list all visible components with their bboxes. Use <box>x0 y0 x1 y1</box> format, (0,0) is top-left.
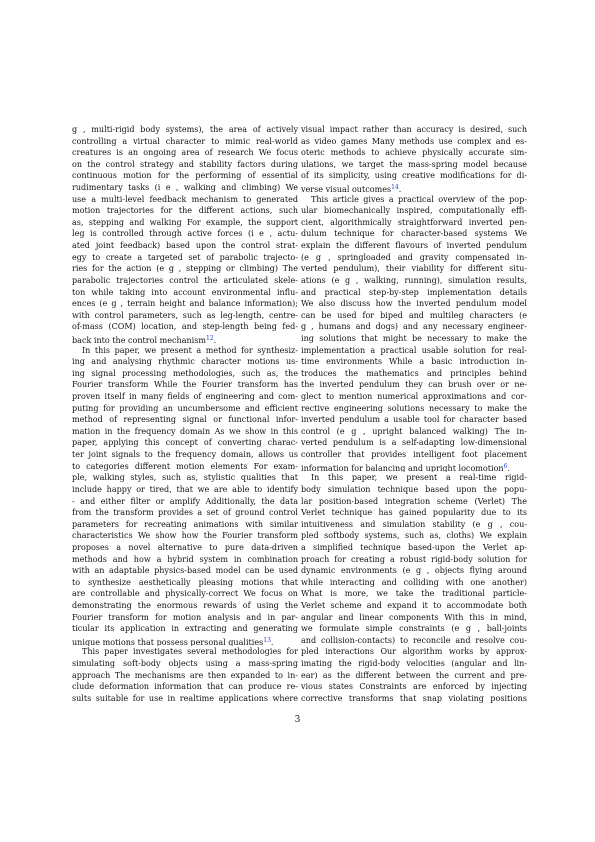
line-text: motion trajectories for the different actions, such <box>72 206 298 216</box>
line-text: and collision-contacts) to reconcile and resolve cou- <box>301 635 527 645</box>
line-text: of its simplicity, using creative modifications for di- <box>301 171 527 181</box>
text-line <box>301 530 527 542</box>
text-line <box>301 333 527 345</box>
text-line <box>72 612 298 624</box>
line-text: intuitiveness and simulation stability (e g , cou- <box>301 519 527 529</box>
line-text: we formulate simple constraints (e g , ball-joints <box>301 624 527 634</box>
text-line <box>301 170 527 182</box>
line-text: ter joint signals to the frequency domain, allows us <box>72 450 298 460</box>
line-text: This paper investigates several methodologies for <box>82 647 298 657</box>
line-text: lar position-based integration scheme (Verlet) The <box>301 496 527 506</box>
text-line <box>301 124 527 136</box>
text-line <box>72 356 298 368</box>
line-text: leg is controlled through active forces (i e , actu- <box>72 229 298 239</box>
line-text: Fourier transform for motion analysis and in par- <box>72 612 298 622</box>
text-line <box>72 182 298 194</box>
text-line <box>301 554 527 566</box>
text-line <box>72 240 298 252</box>
line-text: of-mass (COM) location, and step-length being fed- <box>72 322 298 332</box>
line-text: This article gives a practical overview of the pop- <box>311 194 527 204</box>
text-line <box>301 205 527 217</box>
text-line <box>72 228 298 240</box>
text-line <box>301 496 527 508</box>
line-text: visual impact rather than accuracy is desired, such <box>301 125 527 134</box>
line-text: ing signal processing methodologies, such as, the <box>72 368 298 378</box>
text-line <box>301 263 527 275</box>
line-text: verse visual outcomes <box>301 185 392 194</box>
text-line <box>301 147 527 159</box>
line-text: ticular its application in extracting and generating <box>72 624 298 634</box>
line-text: ton while taking into account environmental influ- <box>72 287 298 297</box>
line-text: ple, walking styles, such as, stylistic qualities that <box>72 473 298 483</box>
text-line <box>301 414 527 426</box>
line-text: to categories different motion elements For exam- <box>72 461 298 471</box>
text-line <box>301 484 527 496</box>
line-text: g , humans and dogs) and any necessary engineer- <box>301 322 527 332</box>
text-line <box>301 356 527 368</box>
line-text: clude deformation information that can produce re- <box>72 682 298 692</box>
text-line <box>301 287 527 299</box>
page-number: 3 <box>294 715 301 725</box>
line-text: body simulation technique based upon the popu- <box>301 484 527 494</box>
line-text: controller that provides intelligent foot placement <box>301 450 527 460</box>
line-text: imating the rigid-body velocities (angular and lin- <box>301 659 527 669</box>
text-line <box>72 205 298 217</box>
line-text: as, stepping and walking For example, the support <box>72 217 298 227</box>
line-text: approach The mechanisms are then expanded to in- <box>72 670 298 680</box>
text-line <box>72 170 298 182</box>
text-line <box>301 658 527 670</box>
text-line <box>72 461 298 473</box>
line-text: puting for providing an uncumbersome and efficient <box>72 403 298 413</box>
line-text: proach for creating a robust rigid-body solution for <box>301 554 527 564</box>
line-text: from the transform provides a set of ground control <box>72 508 298 518</box>
text-line <box>301 623 527 635</box>
text-line <box>301 217 527 229</box>
line-text: controlling a virtual character to mimic real-world <box>72 136 298 146</box>
line-text: dynamic environments (e g , objects flying around <box>301 566 527 576</box>
text-line <box>301 646 527 658</box>
text-line <box>72 449 298 461</box>
text-line <box>72 693 298 705</box>
text-line <box>301 310 527 322</box>
line-text: egy to create a targeted set of parabolic trajecto- <box>72 252 298 262</box>
text-line <box>301 345 527 357</box>
text-line <box>72 403 298 415</box>
text-line <box>301 437 527 449</box>
text-line <box>72 530 298 542</box>
line-text: methods and how a hybrid system in combination <box>72 554 298 564</box>
text-line <box>301 194 527 206</box>
text-line <box>301 159 527 171</box>
text-line <box>72 287 298 299</box>
text-line <box>301 298 527 310</box>
line-text: g , multi-rigid body systems), the area of actively <box>72 125 298 134</box>
text-line <box>301 426 527 438</box>
line-text: ear) as the different between the current and pre- <box>301 670 527 680</box>
line-text: back into the control mechanism <box>72 335 207 345</box>
line-text: What is more, we take the traditional particle- <box>301 589 527 599</box>
text-line <box>72 252 298 264</box>
text-line <box>72 136 298 148</box>
left-text-column <box>72 124 298 704</box>
line-text: angular and linear components With this in mind, <box>301 612 527 622</box>
line-text: to synthesize aesthetically pleasing motions that <box>72 577 298 587</box>
line-text: characteristics We show how the Fourier transform <box>72 531 298 541</box>
text-line <box>72 437 298 449</box>
text-line <box>72 507 298 519</box>
text-line <box>72 600 298 612</box>
text-line <box>301 136 527 148</box>
text-line <box>301 472 527 484</box>
citation-link[interactable]: 6 <box>503 462 508 470</box>
line-text: (e g , springloaded and gravity compensated in- <box>301 252 527 262</box>
line-text: ing solutions that might be necessary to make the <box>301 333 527 343</box>
text-line <box>72 577 298 589</box>
text-line <box>72 658 298 670</box>
text-line <box>72 275 298 287</box>
line-text: We also discuss how the inverted pendulum model <box>301 299 527 309</box>
line-text: ulations, we target the mass-spring model because <box>301 159 527 169</box>
line-text: dulum technique for character-based systems We <box>301 229 527 239</box>
text-line <box>301 612 527 624</box>
text-line <box>72 635 298 647</box>
text-line <box>72 554 298 566</box>
line-text: parameters for recreating animations with similar <box>72 519 298 529</box>
text-line <box>72 681 298 693</box>
line-text: Fourier transform While the Fourier transform has <box>72 380 298 390</box>
line-text: corrective transforms that snap violating positions <box>301 693 527 703</box>
line-text: simulating soft-body objects using a mass-spring <box>72 659 298 669</box>
text-line <box>72 194 298 206</box>
line-text: information for balancing and upright locomotion <box>301 463 504 473</box>
line-text: explain the different flavours of inverted pendulum <box>301 241 527 251</box>
text-line <box>72 298 298 310</box>
line-text: Verlet technique has gained popularity due to its <box>301 508 527 518</box>
text-line <box>72 484 298 496</box>
line-text: proven itself in many fields of engineering and com- <box>72 392 298 402</box>
line-text: are controllable and physically-correct We focus on <box>72 589 298 599</box>
text-line <box>301 577 527 589</box>
text-line <box>72 623 298 635</box>
text-line <box>301 670 527 682</box>
line-text: oteric methods to achieve physically accurate sim- <box>301 148 527 158</box>
line-text: time environments While a basic introduction in- <box>301 357 527 367</box>
line-text: - and either filter or amplify Additionally, the data <box>72 496 298 506</box>
text-line <box>301 519 527 531</box>
line-text: mation in the frequency domain As we show in this <box>72 426 298 436</box>
text-line <box>72 124 298 136</box>
line-text: the inverted pendulum they can brush over or ne- <box>301 380 527 390</box>
text-line <box>301 693 527 705</box>
text-line <box>72 472 298 484</box>
text-line <box>72 565 298 577</box>
text-line <box>72 542 298 554</box>
citation-link[interactable]: 12 <box>206 334 214 342</box>
line-text: In this paper, we present a method for synthesiz- <box>82 345 298 355</box>
text-line <box>72 333 298 345</box>
text-line <box>72 414 298 426</box>
line-text: verted pendulum is a self-adapting low-dimensional <box>301 438 527 448</box>
citation-link[interactable]: 13 <box>263 636 271 644</box>
line-text: use a multi-level feedback mechanism to generated <box>72 194 298 204</box>
line-text: pled interactions Our algorithm works by approx- <box>301 647 527 657</box>
text-line <box>72 391 298 403</box>
line-punctuation: . <box>398 185 402 194</box>
line-text: method of representing signal or functional infor- <box>72 415 298 425</box>
line-text: Verlet scheme and expand it to accommodate both <box>301 600 527 610</box>
text-line <box>72 368 298 380</box>
line-punctuation: . <box>270 637 274 647</box>
line-text: rective engineering solutions necessary to make the <box>301 403 527 413</box>
line-punctuation: . <box>507 463 510 473</box>
text-line <box>301 681 527 693</box>
line-text: a simplified technique based-upon the Verlet ap- <box>301 542 527 552</box>
text-line <box>72 159 298 171</box>
line-text: ing and analysing rhythmic character motions us- <box>72 357 298 367</box>
line-text: In this paper, we present a real-time rigid- <box>311 473 527 483</box>
line-text: while interacting and colliding with one another) <box>301 577 527 587</box>
text-line <box>72 670 298 682</box>
line-text: unique motions that possess personal qualities <box>72 637 264 647</box>
text-line <box>301 391 527 403</box>
text-line <box>72 646 298 658</box>
line-text: inverted pendulum a usable tool for character based <box>301 415 527 425</box>
text-line <box>301 321 527 333</box>
line-text: can be used for biped and multileg characters (e <box>301 310 527 320</box>
line-text: creatures is an ongoing area of research We focus <box>72 148 298 158</box>
line-text: with control parameters, such as leg-length, centre- <box>72 310 298 320</box>
text-line <box>301 635 527 647</box>
right-text-column <box>301 124 527 704</box>
line-text: with an adaptable physics-based model can be used <box>72 566 298 576</box>
text-line <box>72 345 298 357</box>
line-text: ular biomechanically inspired, computationally effi- <box>301 206 527 216</box>
line-text: on the control strategy and stability factors during <box>72 159 298 169</box>
text-line <box>72 496 298 508</box>
text-line <box>301 449 527 461</box>
text-line <box>301 182 527 194</box>
line-text: ences (e g , terrain height and balance information); <box>72 299 298 309</box>
line-text: ries for the action (e g , stepping or climbing) The <box>72 264 298 274</box>
line-text: demonstrating the enormous rewards of using the <box>72 600 298 610</box>
text-line <box>72 310 298 322</box>
text-line <box>72 588 298 600</box>
line-text: verted pendulum), their viability for different situ- <box>301 264 527 274</box>
line-text: ations (e g , walking, running), simulation results, <box>301 275 527 285</box>
text-line <box>301 228 527 240</box>
text-line <box>301 542 527 554</box>
text-line <box>301 368 527 380</box>
line-text: paper, applying this concept of converting charac- <box>72 438 298 448</box>
text-line <box>72 217 298 229</box>
line-text: glect to mention numerical approximations and cor- <box>301 392 527 402</box>
text-line <box>301 252 527 264</box>
text-line <box>301 275 527 287</box>
line-text: and practical step-by-step implementation details <box>301 287 527 297</box>
line-text: sults suitable for use in realtime applications where <box>72 693 298 703</box>
line-text: as video games Many methods use complex and es- <box>301 136 527 146</box>
line-punctuation: . <box>213 335 217 345</box>
line-text: cient, algorithmically straightforward inverted pen- <box>301 217 527 227</box>
line-text: rudimentary tasks (i e , walking and climbing) We <box>72 183 298 193</box>
citation-link[interactable]: 14 <box>391 184 399 192</box>
line-text: ated joint feedback) based upon the control strat- <box>72 241 298 251</box>
text-line <box>301 588 527 600</box>
text-line <box>72 379 298 391</box>
text-line <box>301 507 527 519</box>
line-text: troduces the mathematics and principles behind <box>301 368 527 378</box>
text-line <box>72 426 298 438</box>
text-line <box>72 519 298 531</box>
text-line <box>301 461 527 473</box>
line-text: parabolic trajectories control the articulated skele- <box>72 275 298 285</box>
text-line <box>301 379 527 391</box>
text-line <box>72 147 298 159</box>
line-text: control (e g , upright balanced walking) The in- <box>301 426 527 436</box>
text-line <box>72 263 298 275</box>
text-line <box>301 403 527 415</box>
line-text: vious states Constraints are enforced by injecting <box>301 682 527 692</box>
text-line <box>301 600 527 612</box>
text-line <box>301 240 527 252</box>
line-text: include happy or tired, that we are able to identify <box>72 484 298 494</box>
line-text: proposes a novel alternative to pure data-driven <box>72 542 298 552</box>
text-line <box>301 565 527 577</box>
line-text: implementation a practical usable solution for real- <box>301 345 527 355</box>
line-text: continuous motion for the performing of essential <box>72 171 298 181</box>
line-text: pled softbody systems, such as, cloths) We explain <box>301 531 527 541</box>
text-line <box>72 321 298 333</box>
